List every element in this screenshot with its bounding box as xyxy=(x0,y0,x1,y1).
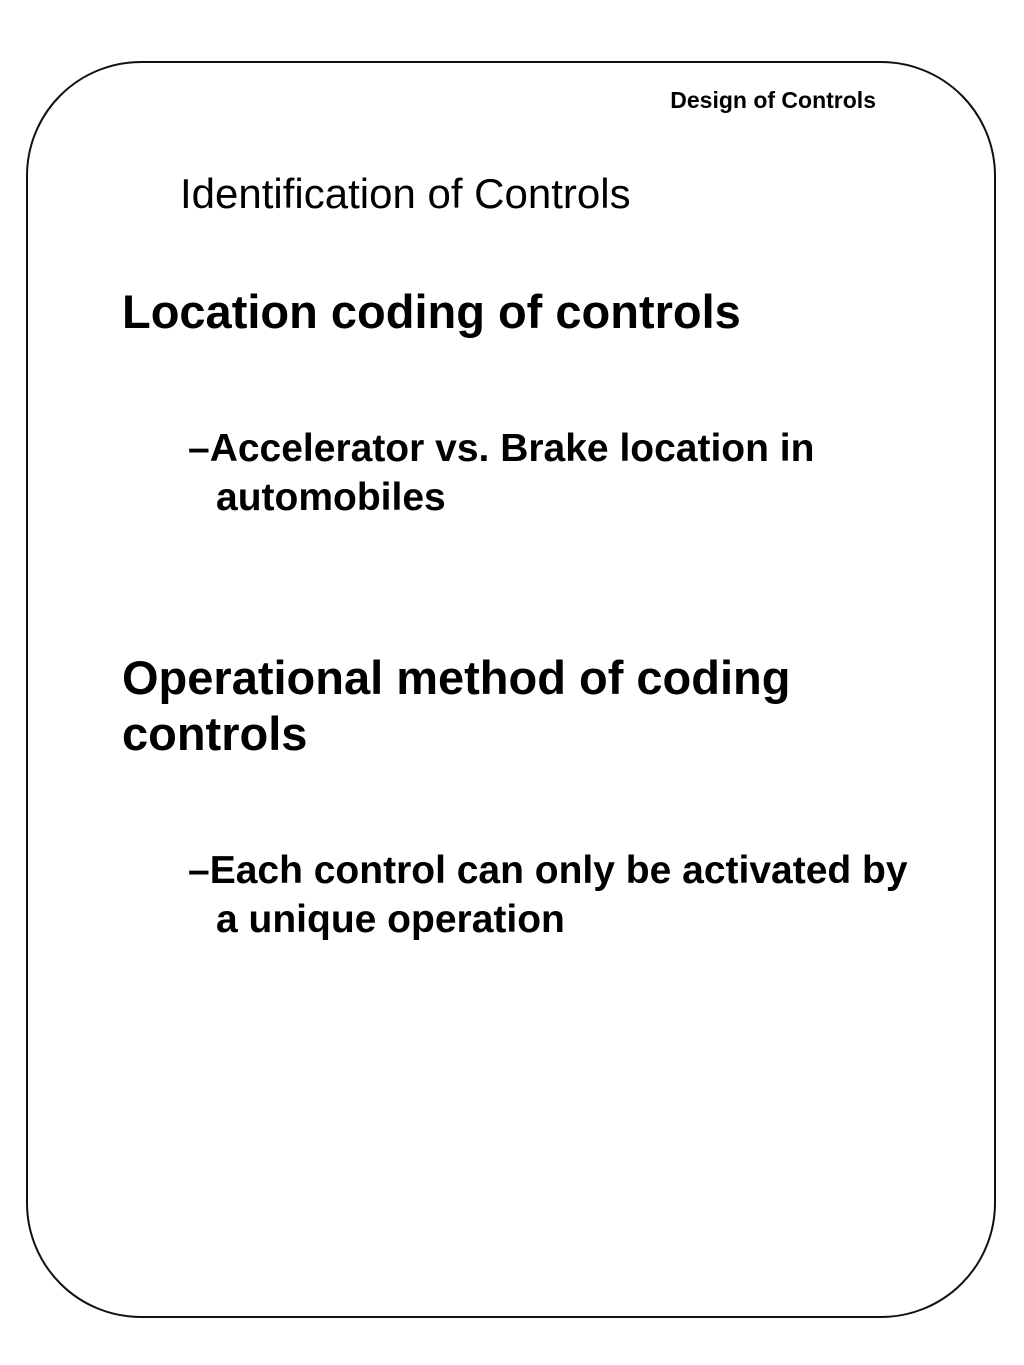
header-label: Design of Controls xyxy=(670,87,876,113)
bullet-point-location-coding: Location coding of controls xyxy=(122,285,741,338)
bullet-point-operational-method: Operational method of coding controls xyxy=(122,651,791,760)
sub-bullet-unique-operation: –Each control can only be activated by a unique operation xyxy=(188,849,908,941)
sub-bullet-accelerator-brake: –Accelerator vs. Brake location in automobiles xyxy=(188,427,815,519)
slide-subtitle: Identification of Controls xyxy=(180,170,631,217)
